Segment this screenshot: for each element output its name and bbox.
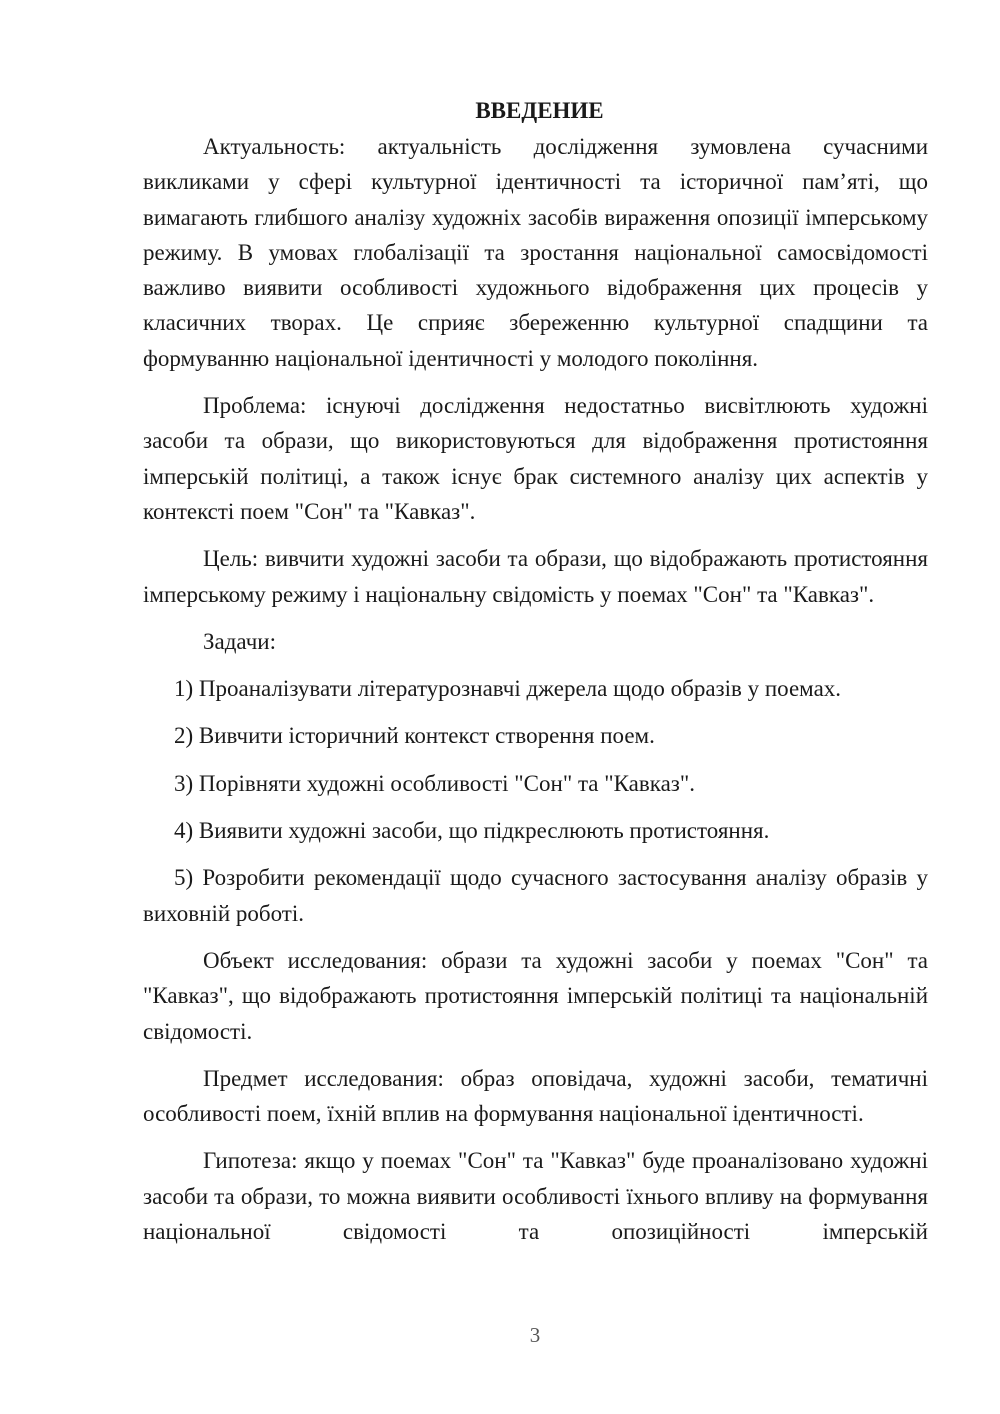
task-item-5: 5) Розробити рекомендації щодо сучасного застосування аналізу образів у виховній роботі. <box>143 865 928 926</box>
page-number: 3 <box>529 1323 541 1347</box>
paragraph-subject: Предмет исследования: образ оповідача, художні засоби, тематичні особливості поем, їхній вплив на формування національної ідентичності. <box>143 1065 928 1127</box>
paragraph-object: Объект исследования: образи та художні засоби у поемах "Сон" та "Кавказ", що відображають протистояння імперській політиці та національній свідомості. <box>143 947 928 1044</box>
paragraph-relevance: Актуальность: актуальність дослідження зумовлена сучасними викликами у сфері культурної ідентичності та історичної пам’яті, що вимагають глибшого аналізу художніх засобів вираження опозиції імперському режиму. В умовах глобалізації та зростання національної самосвідомості важливо виявити особливості художнього відображення цих процесів у класичних творах. Це сприяє збереженню культурної спадщини та формуванню національної ідентичності у молодого покоління. <box>143 134 928 371</box>
paragraph-problem: Проблема: існуючі дослідження недостатньо висвітлюють художні засоби та образи, що використовуються для відображення протистояння імперській політиці, а також існує брак системного аналізу цих аспектів у контексті поем "Сон" та "Кавказ". <box>143 393 928 524</box>
task-item-3: 3) Порівняти художні особливості "Сон" та "Кавказ". <box>174 770 696 796</box>
section-title: ВВЕДЕНИЕ <box>475 98 604 123</box>
task-item-2: 2) Вивчити історичний контекст створення поем. <box>174 723 655 749</box>
task-item-4: 4) Виявити художні засоби, що підкреслюють протистояння. <box>174 818 770 844</box>
paragraph-goal: Цель: вивчити художні засоби та образи, що відображають протистояння імперському режиму і національну свідомість у поемах "Сон" та "Кавказ". <box>143 546 928 607</box>
paragraph-hypothesis: Гипотеза: якщо у поемах "Сон" та "Кавказ" буде проаналізовано художні засоби та образи, то можна виявити особливості їхнього впливу на формування національної свідомості та опозиційності імперській <box>143 1148 928 1245</box>
paragraph-tasks-heading: Задачи: <box>203 628 276 654</box>
page-content <box>143 94 928 1261</box>
task-item-1: 1) Проаналізувати літературознавчі джерела щодо образів у поемах. <box>174 676 842 702</box>
